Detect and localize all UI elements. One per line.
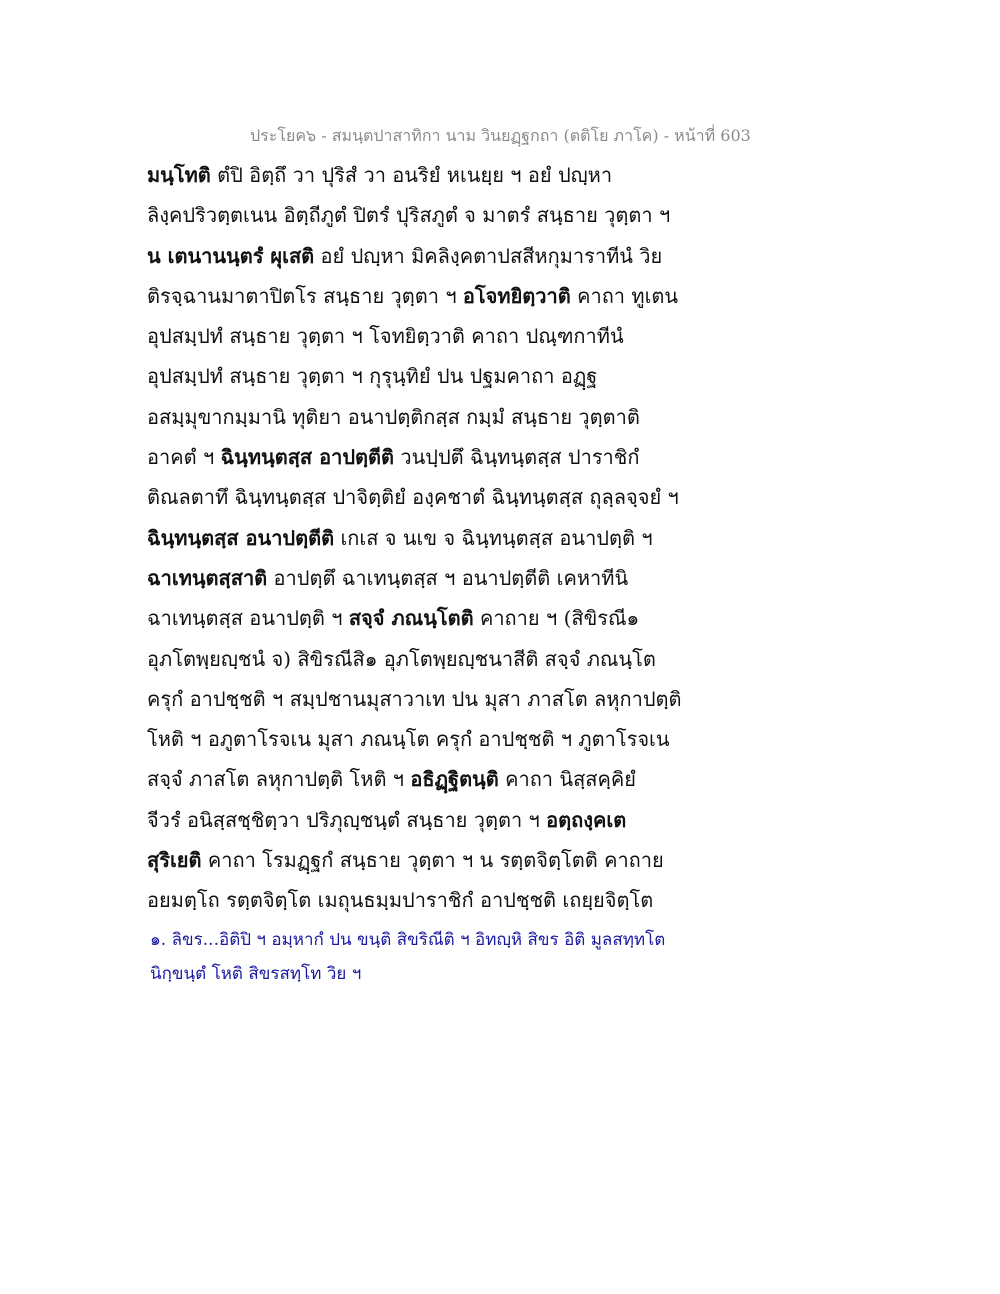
footnotes [150,926,710,994]
footnote-line: นิกฺขนฺตํ โหติ สิขรสทฺโท วิย ฯ [150,964,362,984]
text-line [147,563,707,603]
text-segment: อสมฺมุขากมฺมานิ ทุติยา อนาปตฺติกสฺส กมฺมํ สนฺธาย วุตฺตาติ [147,404,640,429]
headword: อตฺถงฺคเต [546,807,627,832]
text-line [147,805,707,845]
text-line [147,482,707,522]
text-segment: อาคตํ ฯ [147,445,221,470]
text-segment: คาถา โรมฏฺฐกํ สนฺธาย วุตฺตา ฯ น รตฺตจิตฺโตติ คาถาย [201,848,664,873]
text-segment: วนปฺปตึ ฉินฺทนฺตสฺส ปาราชิกํ [393,445,640,470]
headword: มนฺโทติ [147,163,211,187]
text-line [147,361,707,401]
text-line [147,644,707,684]
text-line [147,321,707,361]
text-segment: ลิงฺคปริวตฺตเนน อิตฺถีภูตํ ปิตรํ ปุริสภูตํ จ มาตรํ สนฺธาย วุตฺตา ฯ [147,203,671,228]
text-line [147,724,707,764]
text-segment: อาปตฺตึ ฉาเทนฺตสฺส ฯ อนาปตฺตีติ เคหาทีนิ [267,565,629,590]
headword: สุริเยติ [147,848,202,873]
text-line [147,442,707,482]
text-line [147,241,707,281]
footnote-line: ๑. ลิขร...อิติปิ ฯ อมฺหากํ ปน ขนฺติ สิขริณีติ ฯ อิทญฺหิ สิขร อิติ มูลสทฺทโต [150,930,666,950]
text-line [147,281,707,321]
text-segment: คาถาย ฯ (สิขิรณี๑ [473,606,640,631]
text-segment: อยํ ปญฺหา มิคลิงฺคตาปสสีหกุมาราทีนํ วิย [314,243,663,268]
text-segment: เกเส จ นเข จ ฉินฺทนฺตสฺส อนาปตฺติ ฯ [334,525,653,550]
running-header: ประโยค๖ - สมนฺตปาสาทิกา นาม วินยฏฺฐกถา (ตติโย ภาโค) - หน้าที่ 603 [250,126,751,145]
text-line [147,764,707,804]
text-segment: ตํปิ อิตฺถึ วา ปุริสํ วา อนริยํ หเนยฺย ฯ อยํ ปญฺหา [210,163,613,187]
text-segment: คาถา ทูเตน [570,283,679,308]
headword: สจฺจํ ภณนฺโตติ [348,606,474,631]
text-line [147,845,707,885]
headword: ฉินฺทนฺตสฺส อาปตฺตีติ [220,445,394,470]
text-segment: ติณลตาทึ ฉินฺทนฺตสฺส ปาจิตฺติยํ องฺคชาตํ ฉินฺทนฺตสฺส ถุลฺลจฺจยํ ฯ [147,485,679,510]
headword: อโจทยิตฺวาติ [462,283,571,308]
text-line [147,684,707,724]
headword: น เตนานนฺตรํ ผุเสติ [147,243,315,268]
text-segment: ครุกํ อาปชฺชติ ฯ สมฺปชานมุสาวาเท ปน มุสา ภาสโต ลหุกาปตฺติ [147,686,682,711]
text-segment: อุปสมฺปทํ สนฺธาย วุตฺตา ฯ โจทยิตฺวาติ คาถา ปณฺฑกาทีนํ [147,324,624,349]
text-segment: คาถา นิสฺสคฺคิยํ [498,767,636,792]
text-segment: โหติ ฯ อภูตาโรจเน มุสา ภณนฺโต ครุกํ อาปชฺชติ ฯ ภูตาโรจเน [147,727,670,752]
headword: ฉาเทนฺตสฺสาติ [147,565,268,590]
text-segment: สจฺจํ ภาสโต ลหุกาปตฺติ โหติ ฯ [147,767,411,792]
text-segment: อุปสมฺปทํ สนฺธาย วุตฺตา ฯ กุรุนฺทิยํ ปน ปฐมคาถา อฏฺฐ [147,364,598,389]
text-line [147,885,707,925]
text-segment: ติรจฺฉานมาตาปิตโร สนฺธาย วุตฺตา ฯ [147,283,463,308]
text-segment: อุภโตพฺยญฺชนํ จ) สิขิรณีสิ๑ อุภโตพฺยญฺชนาสีติ สจฺจํ ภณนฺโต [147,646,656,671]
body-text [147,160,707,926]
text-segment: อยมตฺโถ รตฺตจิตฺโต เมถุนธมฺมปาราชิกํ อาปชฺชติ เถยฺยจิตฺโต [147,888,654,913]
headword: อธิฏฺฐิตนฺติ [410,767,499,792]
text-segment: ฉาเทนฺตสฺส อนาปตฺติ ฯ [147,606,349,631]
text-line [147,200,707,240]
text-line [147,160,707,200]
text-line [147,603,707,643]
text-segment: จีวรํ อนิสฺสชฺชิตฺวา ปริภุญฺชนฺตํ สนฺธาย วุตฺตา ฯ [147,807,547,832]
headword: ฉินฺทนฺตสฺส อนาปตฺตีติ [147,525,335,550]
text-line [147,523,707,563]
text-line [147,402,707,442]
